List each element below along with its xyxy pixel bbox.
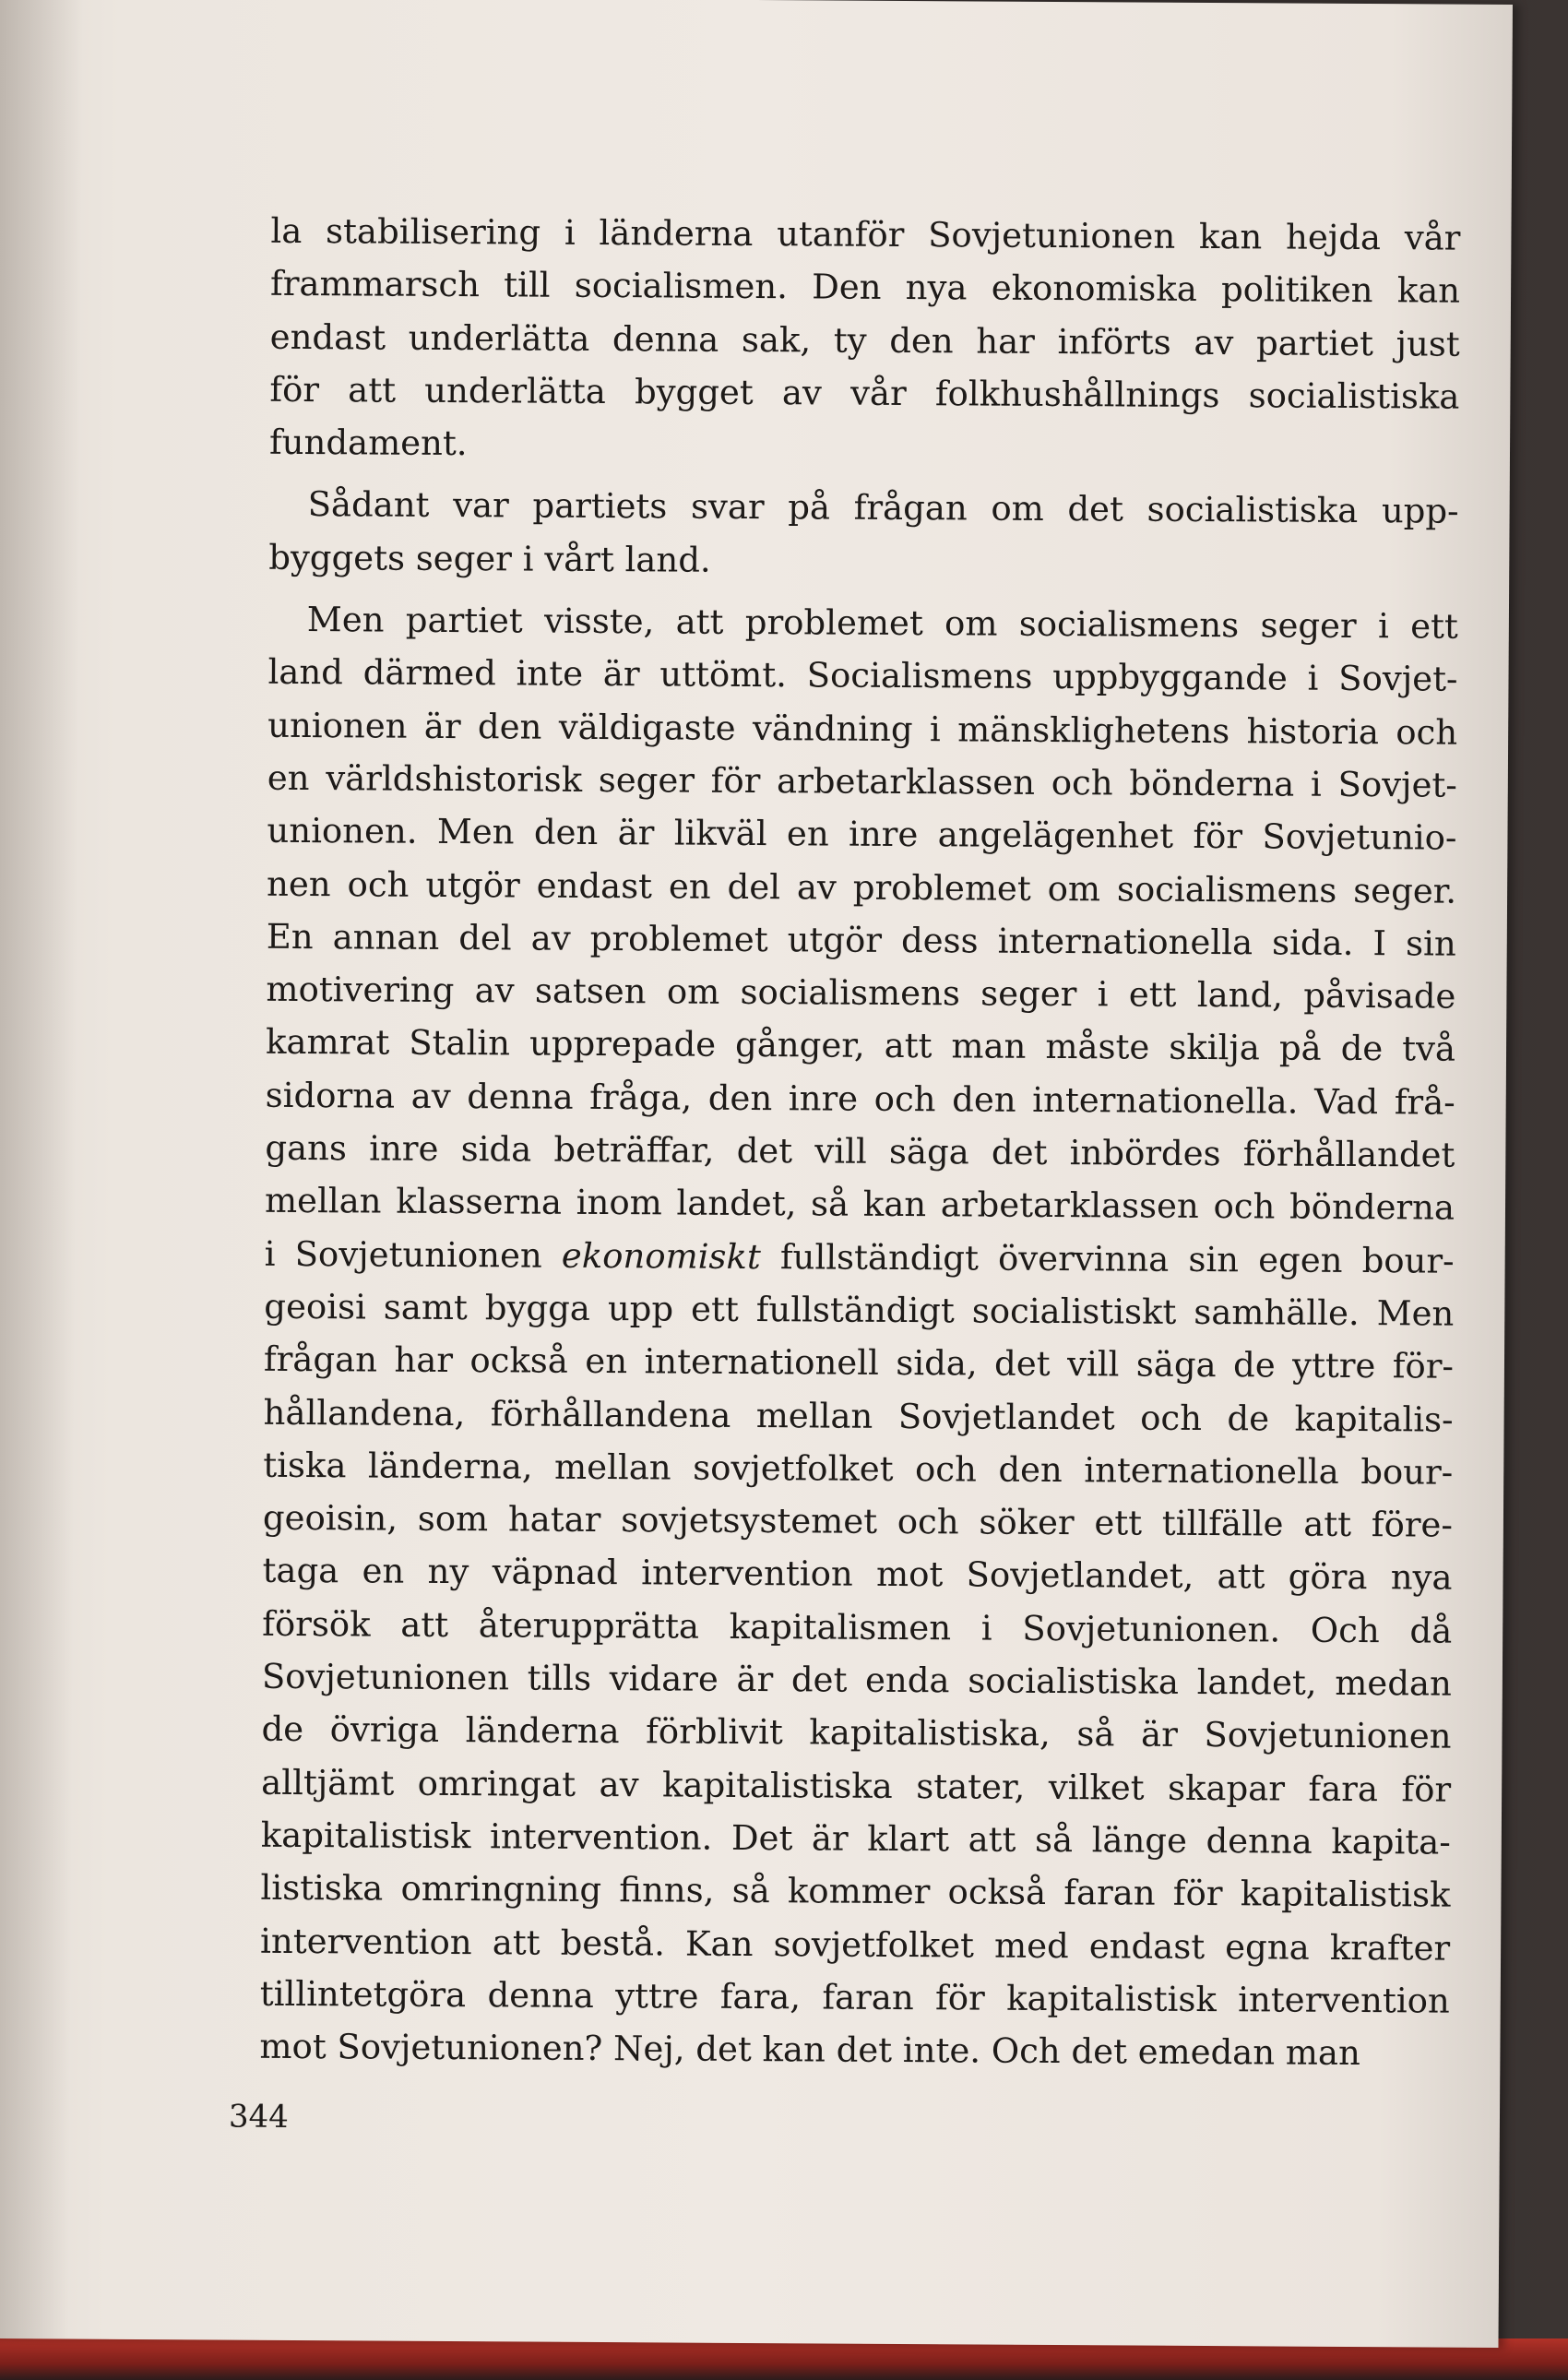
text-line: geoisi samt bygga upp ett fullständigt socialistiskt samhälle. Men <box>264 1286 1455 1334</box>
paragraph <box>269 205 1461 476</box>
text-line: endast underlätta denna sak, ty den har införts av partiet just <box>269 316 1460 364</box>
text-line: Sovjetunionen tills vidare är det enda socialistiska landet, medan <box>261 1656 1452 1704</box>
text-line: land därmed inte är uttömt. Socialismens uppbyggande i Sovjet- <box>267 652 1458 700</box>
text-line: kamrat Stalin upprepade gånger, att man måste skilja på de två <box>265 1022 1456 1070</box>
page-number: 344 <box>228 2098 290 2136</box>
text-line: sidorna av denna fråga, den inre och den internationella. Vad frå- <box>265 1075 1455 1123</box>
text-line: mot Sovjetunionen? Nej, det kan det inte. Och det emedan man <box>259 2026 1360 2074</box>
body-text <box>259 205 1460 2080</box>
text-line: nen och utgör endast en del av problemet om socialismens seger. <box>267 863 1457 911</box>
text-line: taga en ny väpnad intervention mot Sovjetlandet, att göra nya <box>262 1551 1453 1599</box>
text-line: hållandena, förhållandena mellan Sovjetlandet och de kapitalis- <box>263 1392 1454 1440</box>
text-line: en världshistorisk seger för arbetarklassen och bönderna i Sovjet- <box>267 757 1457 805</box>
text-line: listiska omringning finns, så kommer också faran för kapitalistisk <box>260 1867 1451 1915</box>
text-line: för att underlätta bygget av vår folkhushållnings socialistiska <box>269 369 1460 417</box>
text-line: la stabilisering i länderna utanför Sovjetunionen kan hejda vår <box>270 210 1461 258</box>
text-line: Men partiet visste, att problemet om socialismens seger i ett <box>306 600 1458 647</box>
text-line: kapitalistisk intervention. Det är klart att så länge denna kapita- <box>260 1815 1451 1862</box>
paragraph <box>268 478 1459 590</box>
text-line: i Sovjetunionen ekonomiskt fullständigt övervinna sin egen bour- <box>264 1233 1455 1281</box>
text-line: fundament. <box>268 422 468 464</box>
paragraph <box>259 593 1458 2080</box>
text-line: alltjämt omringat av kapitalistiska stater, vilket skapar fara för <box>261 1762 1452 1810</box>
text-line: motivering av satsen om socialismens seger i ett land, påvisade <box>266 969 1456 1017</box>
text-line: Sådant var partiets svar på frågan om det socialistiska upp- <box>307 484 1459 532</box>
text-line: frammarsch till socialismen. Den nya ekonomiska politiken kan <box>269 264 1461 311</box>
text-line: intervention att bestå. Kan sovjetfolket med endast egna krafter <box>260 1921 1451 1969</box>
text-line: tiska länderna, mellan sovjetfolket och den internationella bour- <box>263 1445 1454 1493</box>
text-line: mellan klasserna inom landet, så kan arbetarklassen och bönderna <box>264 1181 1455 1228</box>
text-line: geoisin, som hatar sovjetsystemet och söker ett tillfälle att före- <box>262 1497 1454 1545</box>
text-line: tillintetgöra denna yttre fara, faran för kapitalistisk intervention <box>259 1973 1450 2021</box>
text-line: byggets seger i vårt land. <box>268 537 711 580</box>
emphasis: ekonomiskt <box>561 1235 761 1277</box>
text-line: frågan har också en internationell sida, det vill säga de yttre för- <box>263 1339 1455 1386</box>
text-line: de övriga länderna förblivit kapitalistiska, så är Sovjetunionen <box>261 1709 1452 1756</box>
text-line: En annan del av problemet utgör dess internationella sida. I sin <box>266 916 1456 964</box>
text-line: försök att återupprätta kapitalismen i Sovjetunionen. Och då <box>262 1603 1453 1651</box>
text-line: gans inre sida beträffar, det vill säga det inbördes förhållandet <box>265 1127 1455 1175</box>
text-line: unionen. Men den är likväl en inre angelägenhet för Sovjetunio- <box>267 811 1457 858</box>
text-line: unionen är den väldigaste vändning i mänsklighetens historia och <box>267 705 1458 753</box>
spine-shadow <box>0 0 83 2338</box>
